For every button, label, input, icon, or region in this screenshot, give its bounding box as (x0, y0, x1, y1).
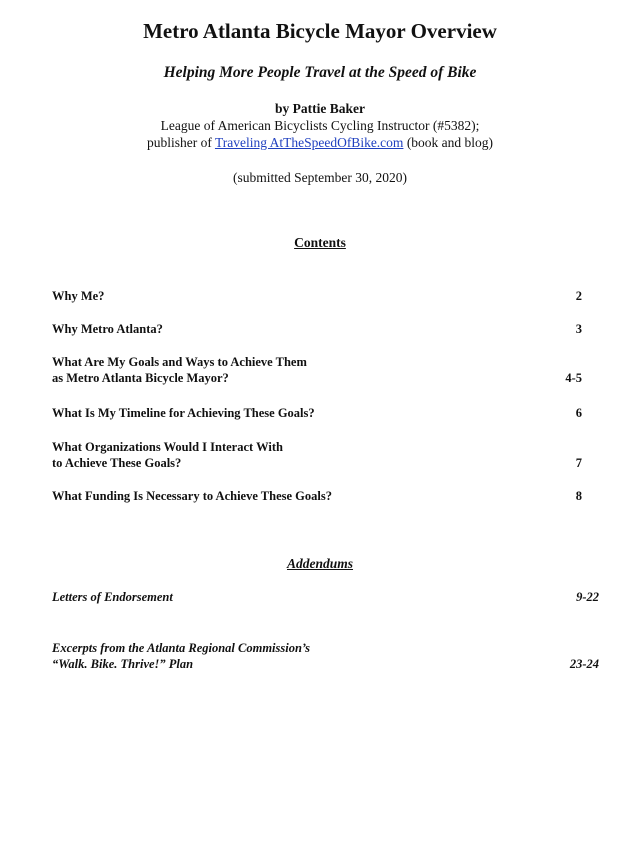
toc-item-label-continued: to Achieve These Goals? (52, 456, 182, 470)
toc-page-number: 6 (575, 406, 582, 420)
document-title: Metro Atlanta Bicycle Mayor Overview (143, 19, 497, 43)
toc-item-why-metro-atlanta[interactable] (52, 321, 582, 337)
toc-page-number: 2 (575, 289, 582, 303)
toc-item-label: Why Me? (52, 289, 105, 303)
addendum-item-label: Excerpts from the Atlanta Regional Commission’s (52, 641, 311, 655)
addendum-item-letters[interactable] (52, 589, 599, 605)
document-subtitle: Helping More People Travel at the Speed of Bike (163, 64, 477, 81)
addendum-page-number: 9-22 (576, 590, 599, 604)
toc-page-number: 7 (575, 456, 582, 470)
toc-item-label: Why Metro Atlanta? (52, 322, 163, 336)
toc-item-why-me[interactable] (52, 288, 582, 304)
publisher-suffix: (book and blog) (403, 135, 494, 150)
toc-page-number: 8 (575, 489, 582, 503)
toc-item-label-continued: as Metro Atlanta Bicycle Mayor? (52, 371, 229, 385)
toc-item-label: What Funding Is Necessary to Achieve These Goals? (52, 489, 332, 503)
addendum-item-excerpts[interactable] (52, 640, 599, 672)
toc-item-label: What Organizations Would I Interact With (52, 440, 283, 454)
addendums-heading: Addendums (286, 556, 354, 571)
author-credential: League of American Bicyclists Cycling Instructor (#5382); (160, 118, 480, 133)
addendum-item-label-continued: “Walk. Bike. Thrive!” Plan (52, 657, 194, 671)
toc-item-funding[interactable] (52, 488, 582, 504)
toc-page-number: 4-5 (565, 371, 582, 385)
toc-item-label: What Are My Goals and Ways to Achieve Them (52, 355, 307, 369)
addendum-page-number: 23-24 (569, 657, 599, 671)
publisher-link[interactable]: Traveling AtTheSpeedOfBike.com (214, 135, 404, 150)
toc-item-label: What Is My Timeline for Achieving These Goals? (52, 406, 315, 420)
submission-date: (submitted September 30, 2020) (233, 170, 407, 185)
toc-item-goals[interactable] (52, 354, 582, 386)
addendum-item-label: Letters of Endorsement (52, 590, 173, 604)
toc-item-timeline[interactable] (52, 405, 582, 421)
author-line: by Pattie Baker (275, 101, 365, 116)
publisher-line (0, 134, 640, 151)
toc-item-organizations[interactable] (52, 439, 582, 471)
publisher-prefix: publisher of (146, 135, 215, 150)
toc-page-number: 3 (575, 322, 582, 336)
contents-heading: Contents (294, 235, 346, 250)
